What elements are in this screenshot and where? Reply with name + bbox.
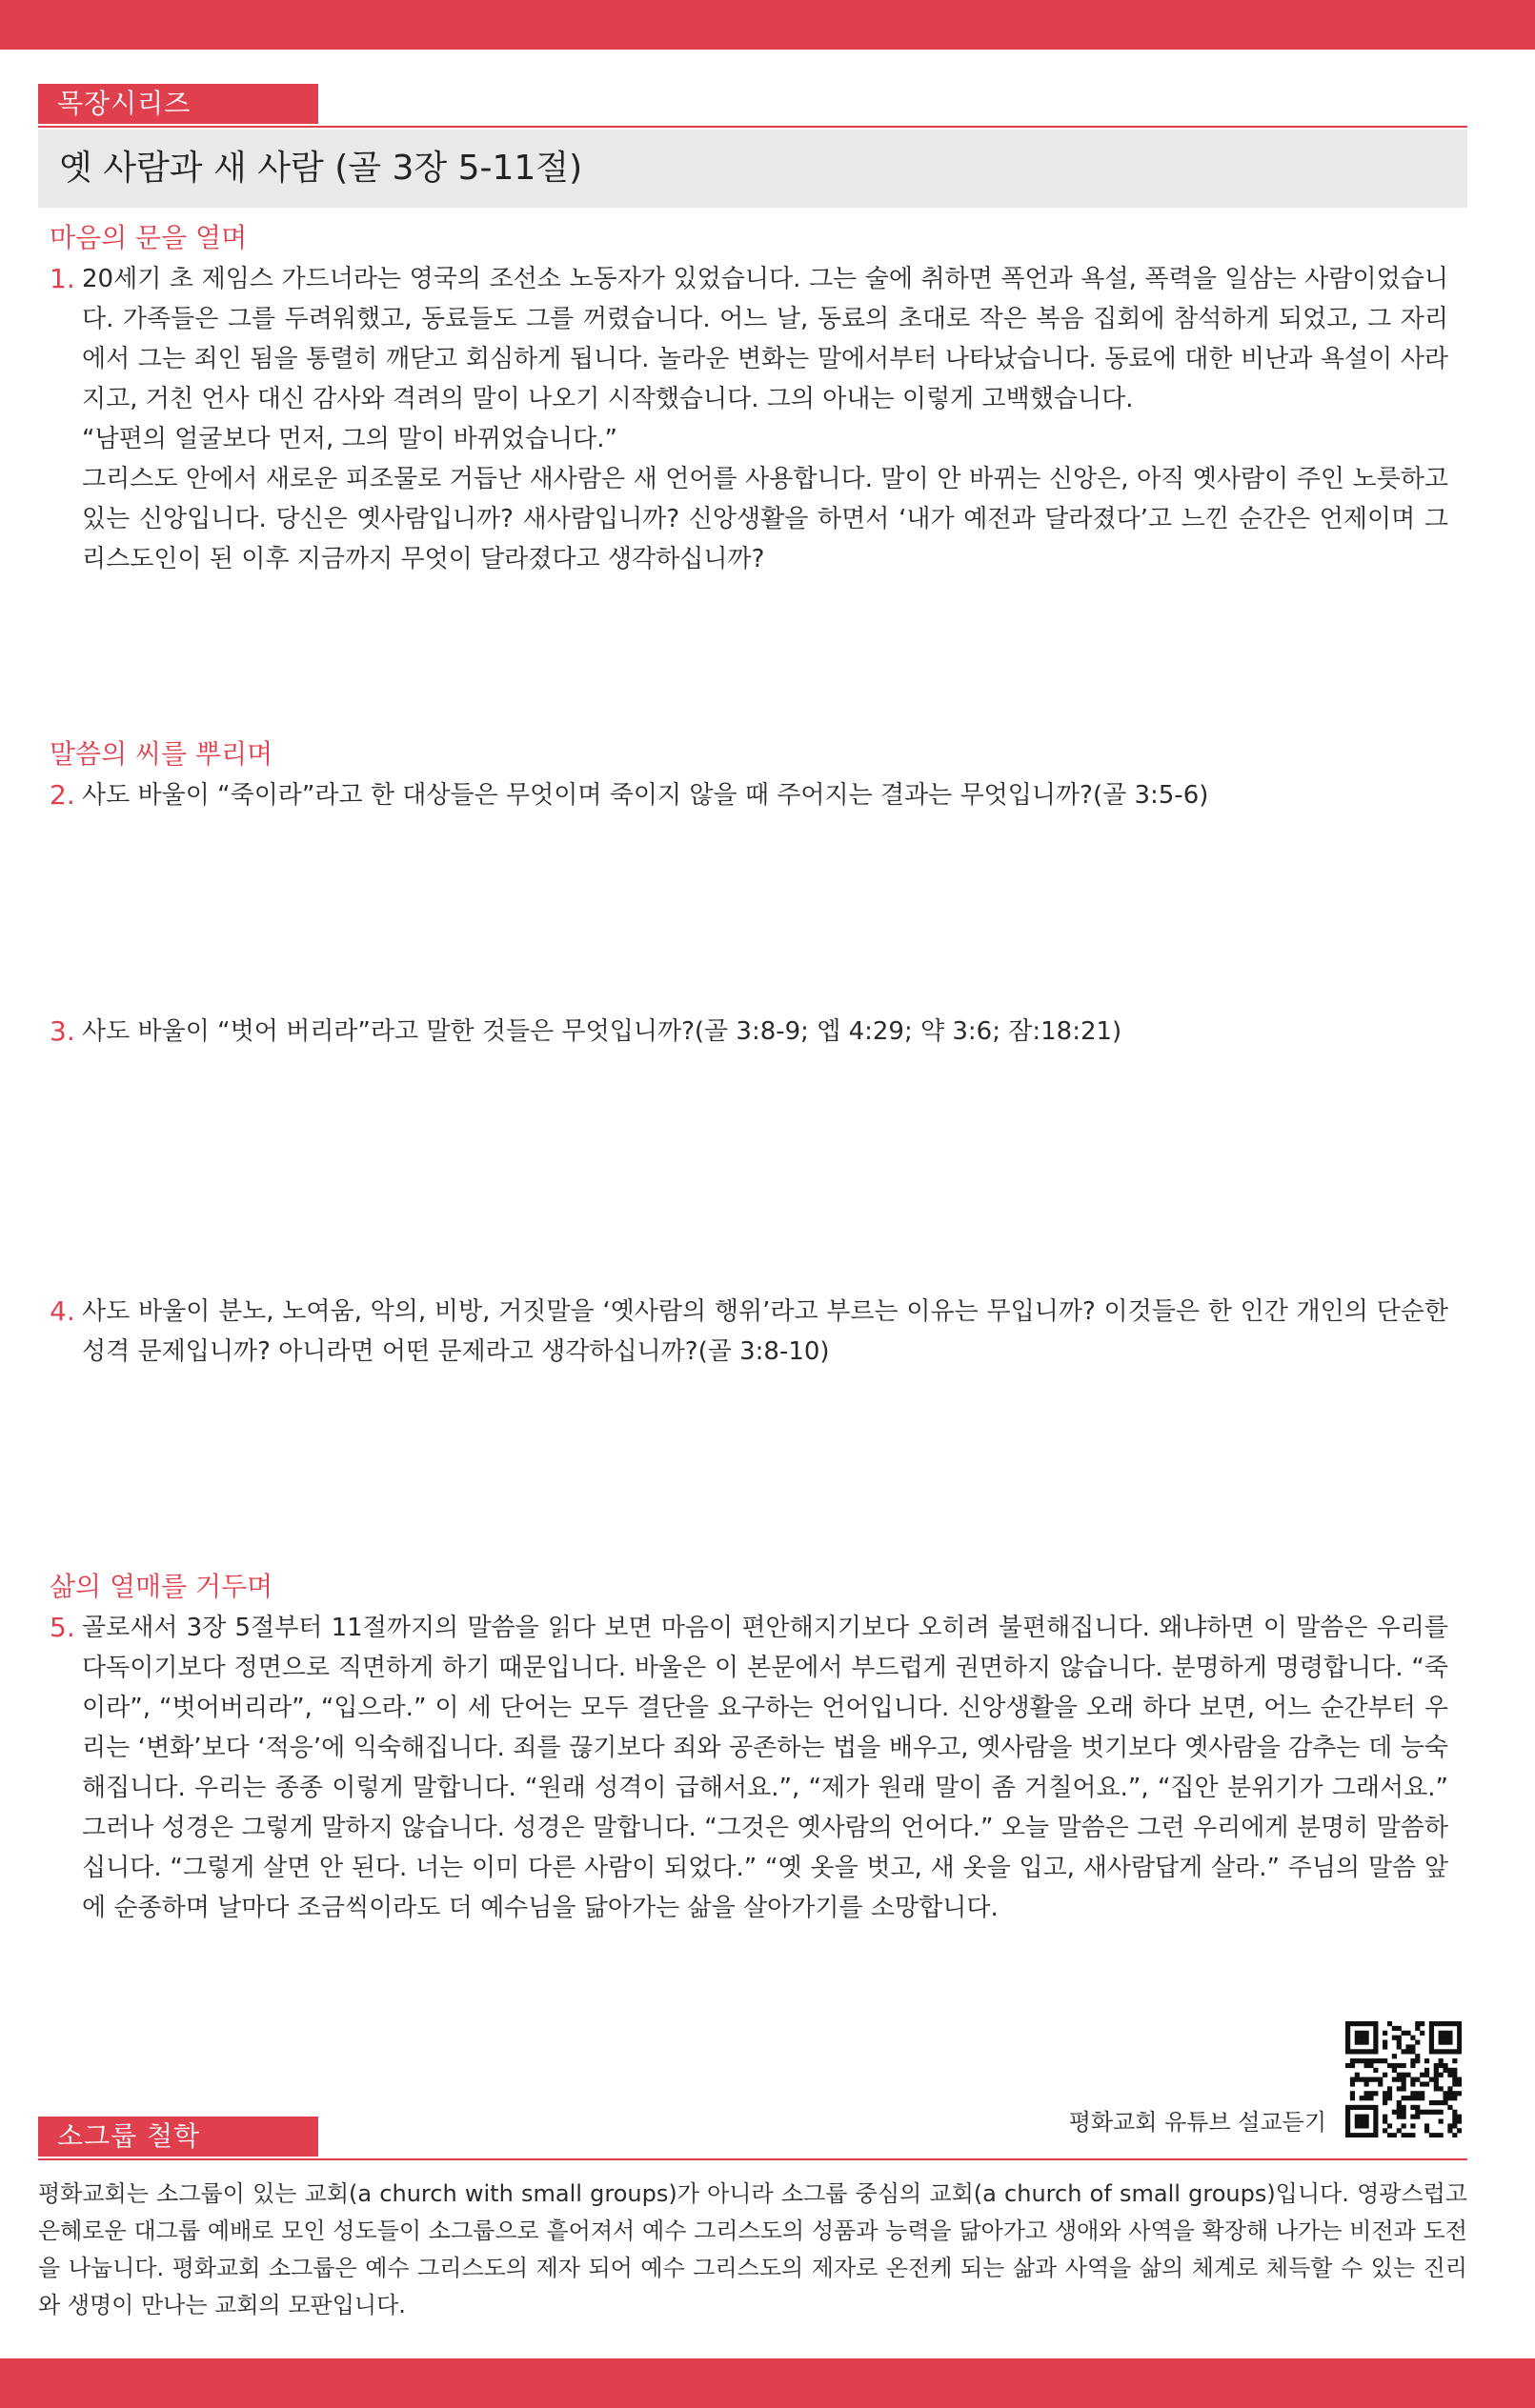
question-5 (50, 1608, 1448, 1928)
question-paragraph: 사도 바울이 “벗어 버리라”라고 말한 것들은 무엇입니까?(골 3:8-9; 엡 4:29; 약 3:6; 잠:18:21) (82, 1017, 1122, 1046)
section-heading-sow-word: 말씀의 씨를 뿌리며 (50, 738, 273, 770)
section-heading-open-heart: 마음의 문을 열며 (50, 222, 248, 253)
header-rule (38, 126, 1467, 128)
page-title (38, 130, 1467, 208)
question-number: 3. (50, 1015, 75, 1047)
question-number: 5. (50, 1612, 75, 1643)
qr-code-icon (1345, 2021, 1462, 2137)
question-quote: “남편의 얼굴보다 먼저, 그의 말이 바뀌었습니다.” (82, 425, 617, 453)
question-3 (50, 1012, 1448, 1052)
question-paragraph: 20세기 초 제임스 가드너라는 영국의 조선소 노동자가 있었습니다. 그는 술에 취하면 폭언과 욕설, 폭력을 일삼는 사람이었습니다. 가족들은 그를 두려워했고, 동료들도 그를 꺼렸습니다. 어느 날, 동료의 초대로 작은 복음 집회에 참석하게 되었고, 그 자리에서 그는 죄인 됨을 통렬히 깨닫고 회심하게 됩니다. 놀라운 변화는 말에서부터 나타났습니다. 동료에 대한 비난과 욕설이 사라지고, 거친 언사 대신 감사와 격려의 말이 나오기 시작했습니다. 그의 아내는 이렇게 고백했습니다. (82, 265, 1448, 413)
series-tab (38, 84, 318, 124)
page-title-text: 옛 사람과 새 사람 (골 3장 5-11절) (59, 149, 583, 188)
question-number: 2. (50, 779, 75, 811)
question-1 (50, 259, 1448, 579)
question-paragraph: 그리스도 안에서 새로운 피조물로 거듭난 새사람은 새 언어를 사용합니다. 말이 안 바뀌는 신앙은, 아직 옛사람이 주인 노릇하고 있는 신앙입니다. 당신은 옛사람입니까? 새사람입니까? 신앙생활을 하면서 ‘내가 예전과 달라졌다’고 느낀 순간은 언제이며 그리스도인이 된 이후 지금까지 무엇이 달라졌다고 생각하십니까? (82, 465, 1448, 573)
qr-caption: 평화교회 유튜브 설교듣기 (1068, 2109, 1326, 2136)
question-text (82, 259, 1448, 579)
series-label: 목장시리즈 (57, 88, 192, 119)
philosophy-text: 평화교회는 소그룹이 있는 교회(a church with small groups)가 아니라 소그룹 중심의 교회(a church of small groups)입니다. 영광스럽고 은혜로운 대그룹 예배로 모인 성도들이 소그룹으로 흩어져서 예수 그리스도의 성품과 능력을 닮아가고 생애와 사역을 확장해 나가는 비전과 도전을 나눕니다. 평화교회 소그룹은 예수 그리스도의 제자 되어 예수 그리스도의 제자로 온전케 되는 삶과 사역을 삶의 체계로 체득할 수 있는 진리와 생명이 만나는 교회의 모판입니다. (38, 2180, 1467, 2318)
question-4 (50, 1292, 1448, 1372)
top-color-band (0, 0, 1535, 50)
question-number: 4. (50, 1295, 75, 1327)
qr-code[interactable] (1345, 2021, 1462, 2137)
question-paragraph: 사도 바울이 “죽이라”라고 한 대상들은 무엇이며 죽이지 않을 때 주어지는 결과는 무엇입니까?(골 3:5-6) (82, 781, 1209, 810)
philosophy-tab (38, 2117, 318, 2157)
philosophy-rule (38, 2158, 1467, 2160)
question-number: 1. (50, 263, 75, 294)
philosophy-tab-label: 소그룹 철학 (57, 2120, 201, 2152)
bottom-color-band (0, 2358, 1535, 2408)
section-heading-reap-fruit: 삶의 열매를 거두며 (50, 1571, 273, 1602)
question-paragraph: 골로새서 3장 5절부터 11절까지의 말씀을 읽다 보면 마음이 편안해지기보다 오히려 불편해집니다. 왜냐하면 이 말씀은 우리를 다독이기보다 정면으로 직면하게 하기 때문입니다. 바울은 이 본문에서 부드럽게 권면하지 않습니다. 분명하게 명령합니다. “죽이라”, “벗어버리라”, “입으라.” 이 세 단어는 모두 결단을 요구하는 언어입니다. 신앙생활을 오래 하다 보면, 어느 순간부터 우리는 ‘변화’보다 ‘적응’에 익숙해집니다. 죄를 끊기보다 죄와 공존하는 법을 배우고, 옛사람을 벗기보다 옛사람을 감추는 데 능숙해집니다. 우리는 종종 이렇게 말합니다. “원래 성격이 급해서요.”, “제가 원래 말이 좀 거칠어요.”, “집안 분위기가 그래서요.” 그러나 성경은 그렇게 말하지 않습니다. 성경은 말합니다. “그것은 옛사람의 언어다.” 오늘 말씀은 그런 우리에게 분명히 말씀하십니다. “그렇게 살면 안 된다. 너는 이미 다른 사람이 되었다.” “옛 옷을 벗고, 새 옷을 입고, 새사람답게 살라.” 주님의 말씀 앞에 순종하며 날마다 조금씩이라도 더 예수님을 닮아가는 삶을 살아가기를 소망합니다. (82, 1614, 1448, 1922)
question-text (82, 1292, 1448, 1372)
question-paragraph: 사도 바울이 분노, 노여움, 악의, 비방, 거짓말을 ‘옛사람의 행위’라고 부르는 이유는 무입니까? 이것들은 한 인간 개인의 단순한 성격 문제입니까? 아니라면 어떤 문제라고 생각하십니까?(골 3:8-10) (82, 1297, 1448, 1366)
question-2 (50, 775, 1448, 815)
question-text (82, 1012, 1448, 1052)
question-text (82, 1608, 1448, 1928)
question-text (82, 775, 1448, 815)
